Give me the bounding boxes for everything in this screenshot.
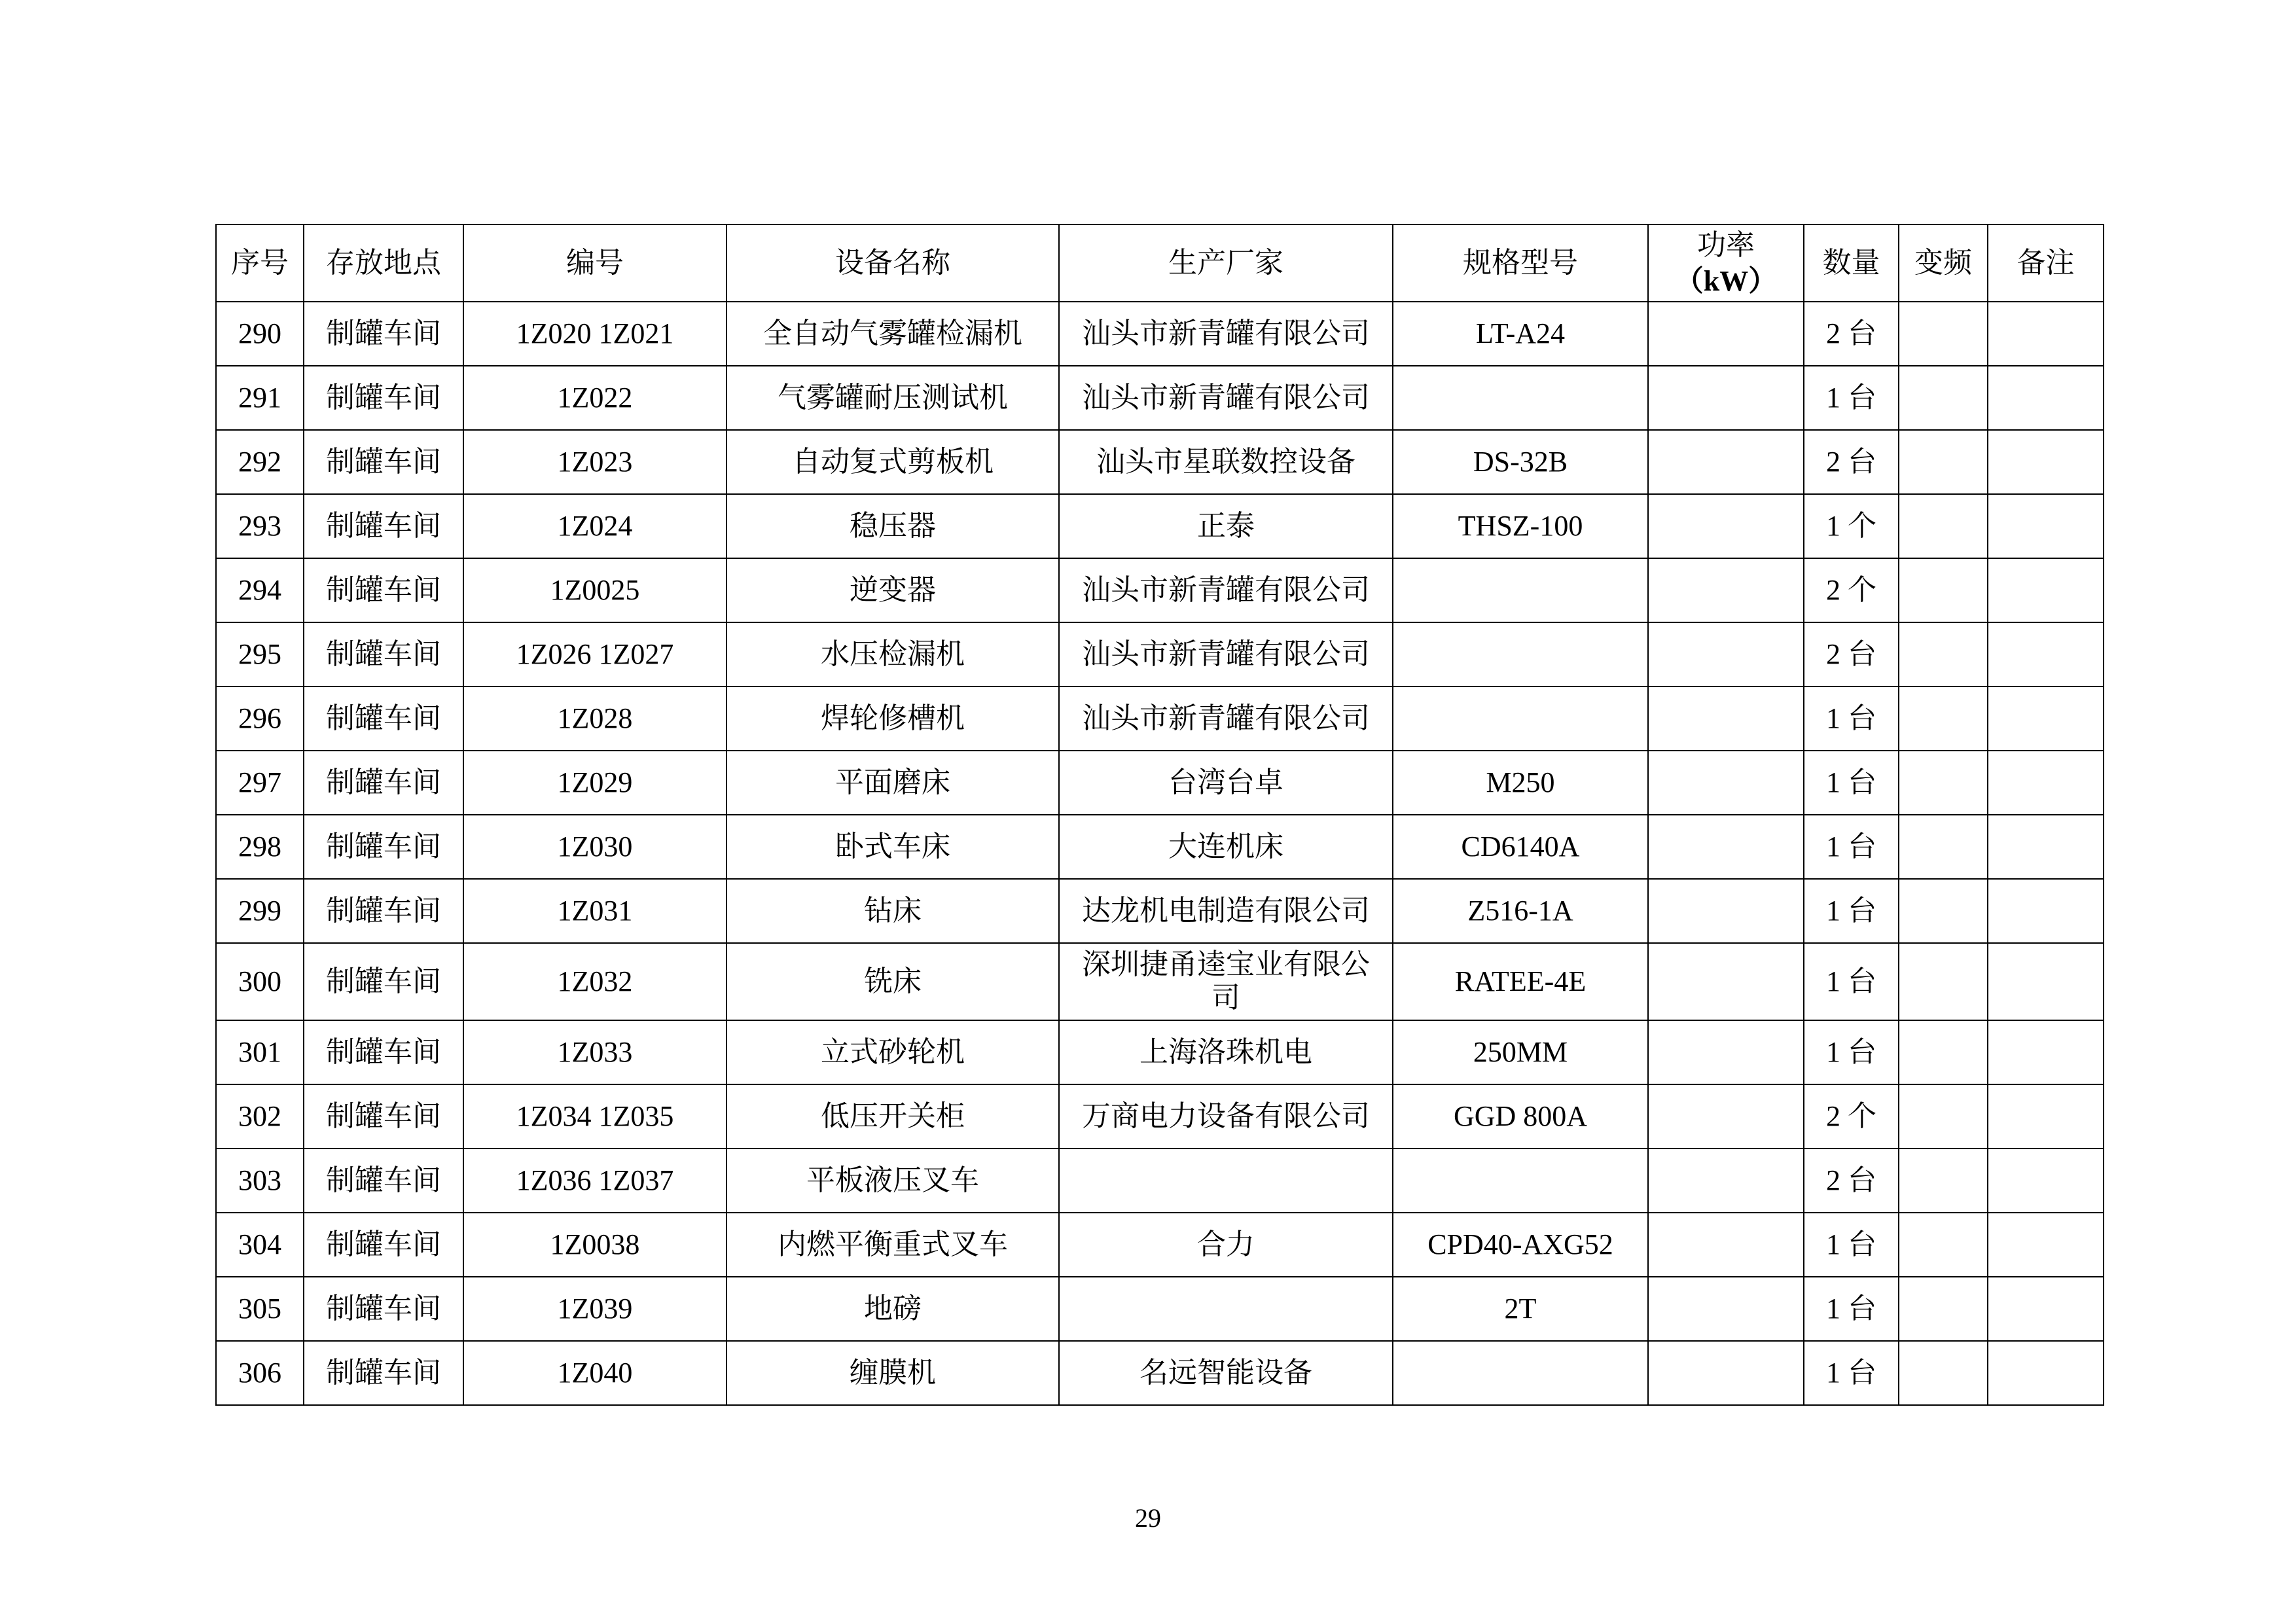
cell-frequency — [1899, 1213, 1988, 1277]
cell-manufacturer: 上海洛珠机电 — [1059, 1020, 1393, 1084]
header-location: 存放地点 — [304, 224, 463, 302]
cell-power — [1648, 1020, 1804, 1084]
table-row — [216, 687, 2104, 751]
table-row — [216, 302, 2104, 366]
header-manufacturer: 生产厂家 — [1059, 224, 1393, 302]
cell-equipment-name: 内燃平衡重式叉车 — [726, 1213, 1059, 1277]
cell-model — [1393, 366, 1648, 430]
cell-model: GGD 800A — [1393, 1084, 1648, 1149]
cell-model — [1393, 1341, 1648, 1405]
cell-location: 制罐车间 — [304, 1277, 463, 1341]
cell-equipment-name: 气雾罐耐压测试机 — [726, 366, 1059, 430]
cell-manufacturer: 汕头市新青罐有限公司 — [1059, 302, 1393, 366]
cell-frequency — [1899, 558, 1988, 622]
cell-seq: 291 — [216, 366, 304, 430]
header-code: 编号 — [463, 224, 726, 302]
cell-frequency — [1899, 622, 1988, 687]
cell-quantity: 1 台 — [1804, 1341, 1899, 1405]
cell-manufacturer: 深圳捷甬逵宝业有限公司 — [1059, 943, 1393, 1020]
cell-manufacturer: 大连机床 — [1059, 815, 1393, 879]
cell-remarks — [1988, 558, 2104, 622]
table-row — [216, 1213, 2104, 1277]
table-row — [216, 622, 2104, 687]
table-row — [216, 943, 2104, 1020]
cell-code: 1Z034 1Z035 — [463, 1084, 726, 1149]
header-quantity: 数量 — [1804, 224, 1899, 302]
table-row — [216, 815, 2104, 879]
cell-code: 1Z032 — [463, 943, 726, 1020]
cell-seq: 295 — [216, 622, 304, 687]
cell-frequency — [1899, 943, 1988, 1020]
cell-quantity: 2 台 — [1804, 430, 1899, 494]
cell-remarks — [1988, 1277, 2104, 1341]
cell-seq: 299 — [216, 879, 304, 943]
cell-power — [1648, 494, 1804, 558]
header-seq: 序号 — [216, 224, 304, 302]
cell-power — [1648, 558, 1804, 622]
cell-seq: 306 — [216, 1341, 304, 1405]
cell-code: 1Z033 — [463, 1020, 726, 1084]
cell-remarks — [1988, 622, 2104, 687]
cell-seq: 303 — [216, 1149, 304, 1213]
cell-remarks — [1988, 366, 2104, 430]
cell-equipment-name: 稳压器 — [726, 494, 1059, 558]
cell-model: CD6140A — [1393, 815, 1648, 879]
cell-location: 制罐车间 — [304, 1213, 463, 1277]
cell-model: Z516-1A — [1393, 879, 1648, 943]
header-power-label: 功率 — [1697, 229, 1755, 261]
cell-manufacturer: 汕头市新青罐有限公司 — [1059, 558, 1393, 622]
cell-remarks — [1988, 943, 2104, 1020]
cell-seq: 294 — [216, 558, 304, 622]
cell-code: 1Z024 — [463, 494, 726, 558]
page-number: 29 — [1135, 1503, 1161, 1533]
cell-location: 制罐车间 — [304, 879, 463, 943]
cell-manufacturer: 汕头市新青罐有限公司 — [1059, 366, 1393, 430]
cell-frequency — [1899, 494, 1988, 558]
cell-code: 1Z020 1Z021 — [463, 302, 726, 366]
table-row — [216, 366, 2104, 430]
cell-frequency — [1899, 1020, 1988, 1084]
cell-quantity: 1 台 — [1804, 1277, 1899, 1341]
cell-quantity: 2 台 — [1804, 302, 1899, 366]
cell-location: 制罐车间 — [304, 751, 463, 815]
cell-equipment-name: 逆变器 — [726, 558, 1059, 622]
header-model: 规格型号 — [1393, 224, 1648, 302]
cell-remarks — [1988, 879, 2104, 943]
cell-quantity: 2 台 — [1804, 622, 1899, 687]
cell-model: M250 — [1393, 751, 1648, 815]
cell-power — [1648, 687, 1804, 751]
cell-code: 1Z036 1Z037 — [463, 1149, 726, 1213]
cell-remarks — [1988, 1149, 2104, 1213]
cell-remarks — [1988, 302, 2104, 366]
cell-remarks — [1988, 494, 2104, 558]
cell-location: 制罐车间 — [304, 1020, 463, 1084]
cell-location: 制罐车间 — [304, 687, 463, 751]
cell-power — [1648, 1213, 1804, 1277]
cell-manufacturer: 汕头市新青罐有限公司 — [1059, 622, 1393, 687]
cell-power — [1648, 302, 1804, 366]
cell-model: LT-A24 — [1393, 302, 1648, 366]
cell-remarks — [1988, 1213, 2104, 1277]
cell-frequency — [1899, 430, 1988, 494]
cell-power — [1648, 943, 1804, 1020]
cell-model — [1393, 622, 1648, 687]
cell-seq: 304 — [216, 1213, 304, 1277]
cell-frequency — [1899, 751, 1988, 815]
cell-power — [1648, 751, 1804, 815]
cell-equipment-name: 卧式车床 — [726, 815, 1059, 879]
cell-seq: 298 — [216, 815, 304, 879]
table-header-row — [216, 224, 2104, 302]
header-power — [1648, 224, 1804, 302]
cell-manufacturer — [1059, 1277, 1393, 1341]
cell-power — [1648, 622, 1804, 687]
table-row — [216, 1149, 2104, 1213]
cell-code: 1Z023 — [463, 430, 726, 494]
cell-equipment-name: 缠膜机 — [726, 1341, 1059, 1405]
cell-manufacturer: 万商电力设备有限公司 — [1059, 1084, 1393, 1149]
cell-quantity: 2 个 — [1804, 1084, 1899, 1149]
cell-equipment-name: 焊轮修槽机 — [726, 687, 1059, 751]
cell-model: RATEE-4E — [1393, 943, 1648, 1020]
cell-equipment-name: 铣床 — [726, 943, 1059, 1020]
cell-code: 1Z030 — [463, 815, 726, 879]
cell-model — [1393, 1149, 1648, 1213]
cell-frequency — [1899, 879, 1988, 943]
cell-location: 制罐车间 — [304, 943, 463, 1020]
cell-quantity: 1 台 — [1804, 751, 1899, 815]
cell-location: 制罐车间 — [304, 558, 463, 622]
cell-model: DS-32B — [1393, 430, 1648, 494]
cell-manufacturer: 台湾台卓 — [1059, 751, 1393, 815]
cell-equipment-name: 水压检漏机 — [726, 622, 1059, 687]
cell-model — [1393, 687, 1648, 751]
cell-remarks — [1988, 815, 2104, 879]
cell-code: 1Z040 — [463, 1341, 726, 1405]
cell-equipment-name: 立式砂轮机 — [726, 1020, 1059, 1084]
cell-seq: 305 — [216, 1277, 304, 1341]
cell-power — [1648, 1277, 1804, 1341]
cell-location: 制罐车间 — [304, 302, 463, 366]
cell-equipment-name: 低压开关柜 — [726, 1084, 1059, 1149]
table-row — [216, 879, 2104, 943]
cell-model: 250MM — [1393, 1020, 1648, 1084]
cell-power — [1648, 879, 1804, 943]
cell-seq: 301 — [216, 1020, 304, 1084]
cell-location: 制罐车间 — [304, 430, 463, 494]
cell-equipment-name: 平板液压叉车 — [726, 1149, 1059, 1213]
cell-quantity: 1 台 — [1804, 815, 1899, 879]
cell-model — [1393, 558, 1648, 622]
cell-remarks — [1988, 1084, 2104, 1149]
cell-manufacturer: 汕头市新青罐有限公司 — [1059, 687, 1393, 751]
cell-equipment-name: 地磅 — [726, 1277, 1059, 1341]
cell-manufacturer: 正泰 — [1059, 494, 1393, 558]
cell-code: 1Z0038 — [463, 1213, 726, 1277]
cell-quantity: 1 台 — [1804, 1213, 1899, 1277]
cell-seq: 300 — [216, 943, 304, 1020]
cell-frequency — [1899, 1277, 1988, 1341]
cell-frequency — [1899, 1149, 1988, 1213]
header-frequency: 变频 — [1899, 224, 1988, 302]
cell-code: 1Z029 — [463, 751, 726, 815]
cell-code: 1Z0025 — [463, 558, 726, 622]
cell-frequency — [1899, 1084, 1988, 1149]
cell-remarks — [1988, 430, 2104, 494]
cell-seq: 292 — [216, 430, 304, 494]
header-power-unit: （kW） — [1674, 265, 1778, 297]
cell-power — [1648, 366, 1804, 430]
cell-location: 制罐车间 — [304, 1341, 463, 1405]
cell-quantity: 2 台 — [1804, 1149, 1899, 1213]
cell-quantity: 1 台 — [1804, 366, 1899, 430]
cell-location: 制罐车间 — [304, 1149, 463, 1213]
cell-remarks — [1988, 1341, 2104, 1405]
cell-power — [1648, 1341, 1804, 1405]
cell-seq: 290 — [216, 302, 304, 366]
cell-equipment-name: 平面磨床 — [726, 751, 1059, 815]
cell-quantity: 1 台 — [1804, 943, 1899, 1020]
table-row — [216, 494, 2104, 558]
table-row — [216, 558, 2104, 622]
cell-quantity: 2 个 — [1804, 558, 1899, 622]
cell-manufacturer: 名远智能设备 — [1059, 1341, 1393, 1405]
cell-manufacturer: 汕头市星联数控设备 — [1059, 430, 1393, 494]
cell-frequency — [1899, 366, 1988, 430]
cell-seq: 293 — [216, 494, 304, 558]
cell-power — [1648, 815, 1804, 879]
cell-seq: 302 — [216, 1084, 304, 1149]
cell-power — [1648, 1084, 1804, 1149]
cell-remarks — [1988, 1020, 2104, 1084]
cell-code: 1Z022 — [463, 366, 726, 430]
cell-equipment-name: 钻床 — [726, 879, 1059, 943]
table-row — [216, 1020, 2104, 1084]
cell-manufacturer: 达龙机电制造有限公司 — [1059, 879, 1393, 943]
cell-quantity: 1 台 — [1804, 687, 1899, 751]
cell-power — [1648, 430, 1804, 494]
table-row — [216, 430, 2104, 494]
cell-manufacturer — [1059, 1149, 1393, 1213]
cell-frequency — [1899, 302, 1988, 366]
cell-location: 制罐车间 — [304, 815, 463, 879]
table-row — [216, 1341, 2104, 1405]
cell-seq: 296 — [216, 687, 304, 751]
header-equipment-name: 设备名称 — [726, 224, 1059, 302]
table-row — [216, 751, 2104, 815]
header-remarks: 备注 — [1988, 224, 2104, 302]
cell-quantity: 1 台 — [1804, 879, 1899, 943]
cell-model: THSZ-100 — [1393, 494, 1648, 558]
cell-location: 制罐车间 — [304, 366, 463, 430]
cell-frequency — [1899, 815, 1988, 879]
cell-code: 1Z028 — [463, 687, 726, 751]
cell-model: CPD40-AXG52 — [1393, 1213, 1648, 1277]
cell-code: 1Z031 — [463, 879, 726, 943]
cell-quantity: 1 台 — [1804, 1020, 1899, 1084]
cell-remarks — [1988, 751, 2104, 815]
cell-model: 2T — [1393, 1277, 1648, 1341]
cell-remarks — [1988, 687, 2104, 751]
cell-location: 制罐车间 — [304, 622, 463, 687]
cell-code: 1Z026 1Z027 — [463, 622, 726, 687]
cell-code: 1Z039 — [463, 1277, 726, 1341]
cell-equipment-name: 自动复式剪板机 — [726, 430, 1059, 494]
cell-frequency — [1899, 1341, 1988, 1405]
table-row — [216, 1277, 2104, 1341]
cell-seq: 297 — [216, 751, 304, 815]
cell-location: 制罐车间 — [304, 1084, 463, 1149]
cell-equipment-name: 全自动气雾罐检漏机 — [726, 302, 1059, 366]
table-row — [216, 1084, 2104, 1149]
cell-power — [1648, 1149, 1804, 1213]
equipment-table — [215, 224, 2104, 1406]
cell-frequency — [1899, 687, 1988, 751]
cell-quantity: 1 个 — [1804, 494, 1899, 558]
cell-location: 制罐车间 — [304, 494, 463, 558]
cell-manufacturer: 合力 — [1059, 1213, 1393, 1277]
